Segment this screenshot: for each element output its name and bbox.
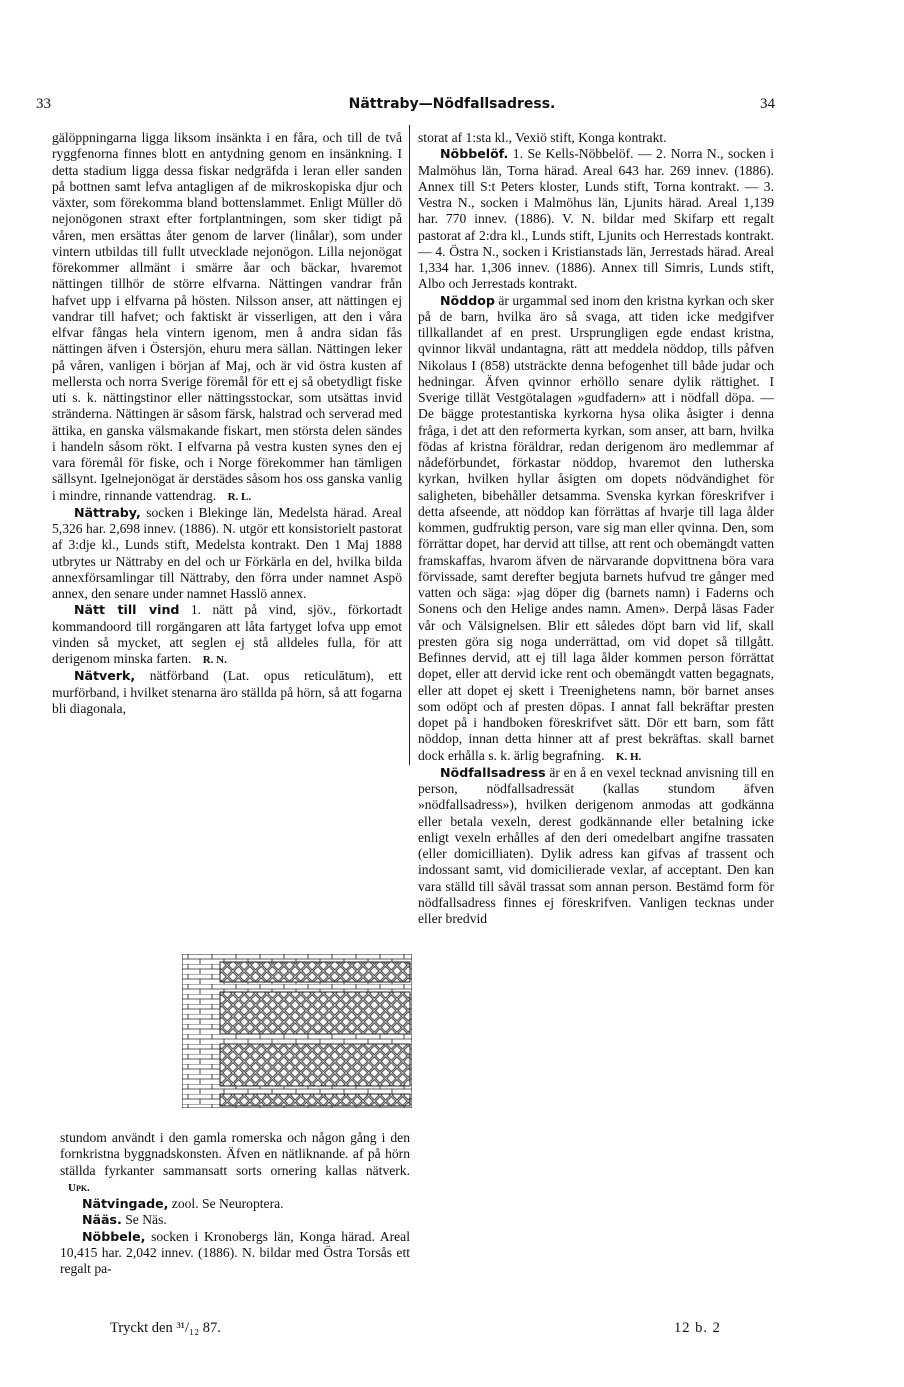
headword-nobbelof: Nöbbelöf.	[440, 146, 509, 162]
page-number-right: 34	[760, 96, 775, 112]
natverk-continuation: stundom användt i den gamla romerska och någon gång i den fornkristna byggnadskonsten. Äfven en nätliknande. af på hörn ställda fyrkanter sammansatt sorts ornering kallas nätverk. Upk.	[60, 1130, 410, 1194]
left-paragraph-1: gälöppningarna ligga liksom insänkta i en fåra, och till de två ryggfenorna finnes blott en antydning genom en insänkning. I detta stadium ligga dessa fiskar nedgräfda i leran eller sanden på bottnen samt lefva antagligen af de mikroskopiska djur och växter, som förekomma bland bottenslammet. Enligt Müller dö nejonögonen straxt efter fortplantningen, som sker tidigt på våren, men ersättas åter genom de larver (linålar), som under vintern utbildas till fullt utvecklade nejonögon. Lilla nejonögat förekommer allmänt i smärre åar och bäckar, hvaremot nättingen tillhör de större elfvarna. Nättingen vandrar från hafvet upp i elfvarna på hösten. Nilsson anser, att nättingen ej vandrar till hafvet; och faktiskt är visserligen, att den i våra elfvar fångas hela vintern igenom, men å andra sidan fås nättingen äfven i Östersjön, ehuru mera sällan. Nättingen leker på våren, vanligen i början af Maj, och är vid östra kusten af mellersta och norra Sverige föremål för ett ej så obetydligt fiske uti s. k. nättingstinor eller nättingsstockar, som utsättas invid stränderna. Nättingen är såsom färsk, halstrad och serverad med ättika, en ganska välsmakande fiskart, men största delen sändes i handeln såsom rökt. I elfvarna på vestra kusten synes den ej vara föremål för fiske, och i Norge förekommer han tämligen sällsynt. Igelnejonögat är derstädes såsom hos oss ganska vanlig i mindre, rinnande vattendrag. R. L.	[52, 130, 402, 503]
entry-nobbele: Nöbbele, socken i Kronobergs län, Konga härad. Areal 10,415 har. 2,042 innev. (1886). N. bildar med Östra Torsås ett regalt pa-	[60, 1228, 410, 1276]
net-masonry-figure	[182, 954, 412, 1108]
headword-natvingade: Nätvingade,	[82, 1196, 169, 1211]
signature-rl: R. L.	[227, 490, 252, 503]
lower-left-text	[60, 1130, 410, 1277]
entry-nobbelof: Nöbbelöf. 1. Se Kells-Nöbbelöf. — 2. Norra N., socken i Malmöhus län, Torna härad. Areal 643 har. 269 innev. (1886). Annex till S:t Peters kloster, Lunds stift, Torna kontrakt. — 3. Vestra N., socken i Malmöhus län, Ljunits härad. Areal 1,139 har. 770 innev. (1886). V. N. bildar med Skifarp ett regalt pastorat af 2:dra kl., Lunds stift, Ljunits och Herrestads kontrakt. — 4. Östra N., socken i Kristianstads län, Jerrestads härad. Areal 1,334 har. 1,306 innev. (1886). Annex till Simris, Lunds stift, Albo och Jerrestads kontrakt.	[418, 146, 774, 292]
headword-naas: Nääs.	[82, 1212, 122, 1228]
headword-natverk: Nätverk,	[74, 668, 136, 684]
signature-kh: K. H.	[615, 750, 642, 763]
entry-naas: Nääs. Se Näs.	[82, 1212, 167, 1228]
right-continuation: storat af 1:sta kl., Vexiö stift, Konga kontrakt.	[418, 130, 667, 145]
right-column	[418, 130, 774, 927]
column-divider	[409, 125, 410, 765]
entry-natverk: Nätverk, nätförband (Lat. opus reticulātum), ett murförband, i hvilket stenarna äro ställda på hörn, så att fogarna bli diagonala,	[52, 668, 402, 716]
headword-noddop: Nöddop	[440, 292, 495, 308]
entry-nodfallsadress: Nödfallsadress är en å en vexel tecknad anvisning till en person, nödfallsadressät (kallas stundom äfven »nödfallsadress»), hvilken derigenom anmodas att godkänna eller betala vexeln, derest godkännande eller betalning icke enligt vexeln erhålles af den deri omedelbart angifne trassaten (eller domicilliaten). Dylik adress kan gifvas af trassent och indossant samt, vid domicilierade vexlar, af acceptant. Den kan vara ställd till såväl trassat som annan person. Bestämd form för nödfallsadress finnes ej föreskrifven. Vanligen tecknas under eller bredvid	[418, 764, 774, 926]
headword-natt-till-vind: Nätt till vind	[74, 602, 180, 618]
headword-nattraby: Nättraby,	[74, 504, 141, 520]
headword-nodfallsadress: Nödfallsadress	[440, 764, 546, 780]
left-column	[52, 130, 402, 717]
page-number-left: 33	[36, 96, 51, 112]
page-title: Nättraby—Nödfallsadress.	[348, 96, 556, 112]
sheet-signature: 12 b. 2	[674, 1320, 721, 1336]
entry-noddop: Nöddop är urgammal sed inom den kristna kyrkan och sker på de barn, hvilka äro så svaga, att tiden icke medgifver tillkallandet af en prest. Ursprungligen egde endast kristna, qvinnor likväl undantagna, rätt att meddela nöddop, tills påfven Nikolaus I (858) utsträckte denna befogenhet till både judar och hedningar. Äfven qvinnor erhöllo senare dylik rättighet. I Sverige tillät Vestgötalagen »gudfadern» att i nödfall döpa. — De bägge protestantiska kyrkorna hysa olika åsigter i denna fråga, i det att den reformerta kyrkan, som anser, att barn, hvilka födas af kristna föräldrar, redan derigenom äro medlemmar af nådeförbundet, förkastar nöddop, hvaremot den lutherska kyrkan, hvilken hyllar åsigten om dopets nödvändighet för saligheten, bibehåller detsamma. Svenska kyrkan föreskrifver i detta afseende, att nöddop kan förrättas af hvarje till laga ålder kommen, gudfruktig person, vare sig man eller qvinna. Den, som förrättar dopet, har dervid att tillse, att rent och obemängdt vatten framskaffas, hvarom äfven de närvarande dopvittnena böra vara förvissade, samt derefter begjuta barnets hufvud tre gånger med vatten och säga: »jag döper dig (barnets namn) i Faderns och Sonens och den Helige andes namn. Amen». Derpå läsas Fader vår och Välsignelsen. Blir ett således döpt barn vid lif, skall presten göra sig noga underrättad, om vid dopet så tillgått. Befinnes dervid, att ej till laga ålder kommen person förrättat dopet, eller att dervid icke rent och obemängdt vatten begagnats, eller att dopet ej skett i Treenighetens namn, bör barnet anses som odöpt och af presten döpas. I annat fall bekräftar presten dopet på i handboken föreskrifvet sätt. Dör ett barn, som fått nöddop, innan detta hinner att af prest bekräftas. skall barnet dock erhålla s. k. ärlig begrafning. K. H.	[418, 292, 774, 763]
headword-nobbele: Nöbbele,	[82, 1228, 146, 1244]
entry-natt-till-vind: Nätt till vind 1. nätt på vind, sjöv., förkortadt kommandoord till rorgängaren att låta fartyget lofva upp emot vinden så mycket, att seglen ej stå alldeles fulla, för att derigenom minska farten. R. N.	[52, 602, 402, 666]
signature-upk: Upk.	[68, 1181, 90, 1194]
signature-rn: R. N.	[202, 654, 227, 666]
printed-date: Tryckt den ³¹/₁₂ 87.	[110, 1320, 221, 1336]
entry-natvingade: Nätvingade, zool. Se Neuroptera.	[82, 1196, 284, 1211]
entry-nattraby: Nättraby, socken i Blekinge län, Medelsta härad. Areal 5,326 har. 2,698 innev. (1886). N. utgör ett konsistorielt pastorat af 3:dje kl., Lunds stift, Medelsta kontrakt. Den 1 Maj 1888 utbrytes ur Nättraby en del och ur Förkärla en del, hvilka bilda annexförsamlingar till Nättraby, den förra under namnet Aspö annex, den senare under namnet Hasslö annex.	[52, 504, 402, 601]
